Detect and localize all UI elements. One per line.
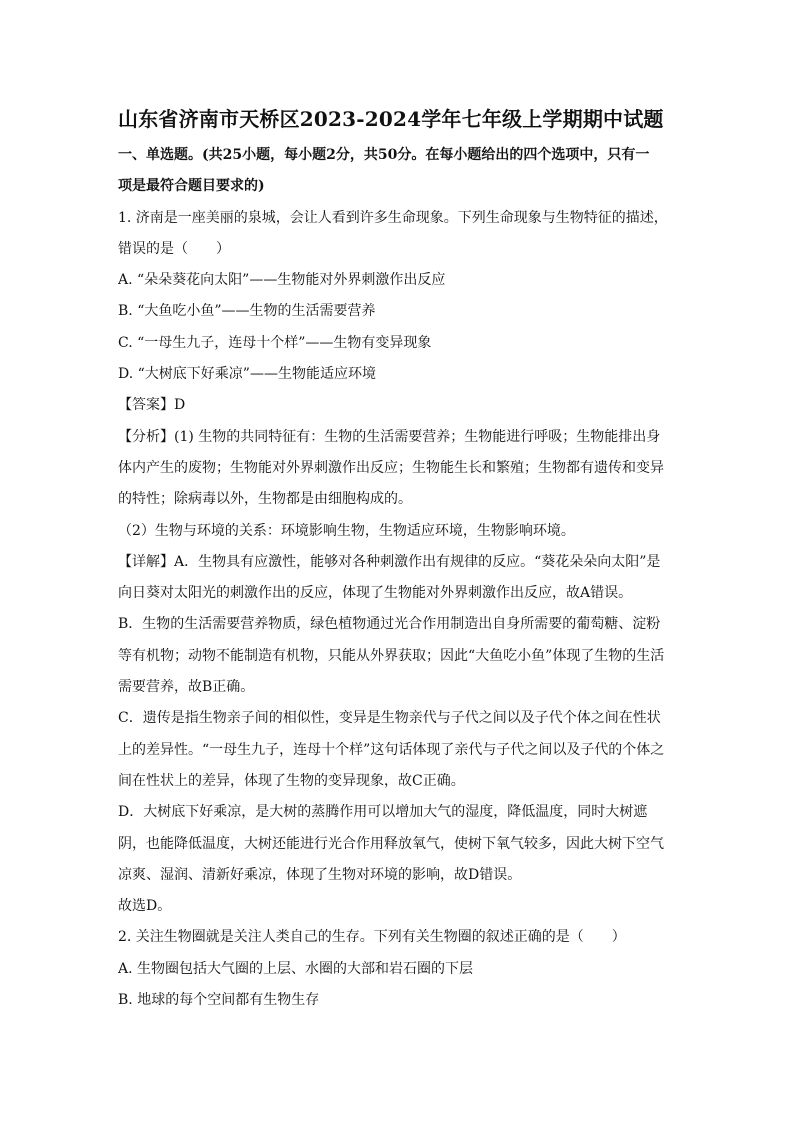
text-line: A. “朵朵葵花向太阳”——生物能对外界刺激作出反应: [118, 272, 446, 289]
text-line: C．遗传是指生物亲子间的相似性，变异是生物亲代与子代之间以及子代个体之间在性状: [118, 710, 661, 727]
document-body: [118, 140, 678, 1016]
text-line: 间在性状上的差异，体现了生物的变异现象，故C正确。: [118, 772, 465, 789]
text-line: 体内产生的废物；生物能对外界刺激作出反应；生物能生长和繁殖；生物都有遗传和变异: [118, 459, 664, 476]
text-line: 等有机物；动物不能制造有机物，只能从外界获取；因此“大鱼吃小鱼”体现了生物的生活: [118, 647, 665, 664]
text-line: 一、单选题。(共25小题，每小题2分，共50分。在每小题给出的四个选项中，只有一: [118, 147, 650, 163]
text-line: 需要营养，故B正确。: [118, 679, 255, 696]
page-title: 山东省济南市天桥区2023-2024学年七年级上学期期中试题: [118, 107, 664, 131]
text-line: B. 地球的每个空间都有生物生存: [118, 992, 320, 1009]
text-line: 上的差异性。“一母生九子，连母十个样”这句话体现了亲代与子代之间以及子代的个体之: [118, 741, 665, 758]
text-line: 故选D。: [118, 898, 172, 915]
text-line: 项是最符合题目要求的): [118, 178, 265, 195]
text-line: D．大树底下好乘凉，是大树的蒸腾作用可以增加大气的湿度，降低温度，同时大树遮: [118, 804, 648, 821]
text-line: 凉爽、湿润、清新好乘凉，体现了生物对环境的影响，故D错误。: [118, 866, 522, 883]
text-line: （2）生物与环境的关系：环境影响生物，生物适应环境，生物影响环境。: [118, 522, 575, 539]
text-line: C. “一母生九子，连母十个样”——生物有变异现象: [118, 334, 432, 351]
text-line: 向日葵对太阳光的刺激作出的反应，体现了生物能对外界刺激作出反应，故A错误。: [118, 585, 633, 602]
text-line: A. 生物圈包括大气圈的上层、水圈的大部和岩石圈的下层: [118, 960, 474, 977]
text-line: 的特性；除病毒以外，生物都是由细胞构成的。: [118, 491, 412, 508]
text-line: 【详解】A．生物具有应激性，能够对各种刺激作出有规律的反应。“葵花朵朵向太阳”是: [118, 553, 661, 570]
text-line: 错误的是（ ）: [118, 240, 230, 257]
text-line: 阴，也能降低温度，大树还能进行光合作用释放氧气，使树下氧气较多，因此大树下空气: [118, 835, 664, 852]
text-line: 【分析】(1) 生物的共同特征有：生物的生活需要营养；生物能进行呼吸；生物能排出身: [118, 428, 661, 445]
text-line: B．生物的生活需要营养物质，绿色植物通过光合作用制造出自身所需要的葡萄糖、淀粉: [118, 616, 661, 633]
text-line: B. “大鱼吃小鱼”——生物的生活需要营养: [118, 303, 376, 320]
text-line: 【答案】D: [118, 397, 186, 414]
text-line: 1. 济南是一座美丽的泉城，会让人看到许多生命现象。下列生命现象与生物特征的描述，: [118, 209, 668, 226]
text-line: D. “大树底下好乘凉”——生物能适应环境: [118, 366, 376, 383]
text-line: 2. 关注生物圈就是关注人类自己的生存。下列有关生物圈的叙述正确的是（ ）: [118, 929, 626, 946]
